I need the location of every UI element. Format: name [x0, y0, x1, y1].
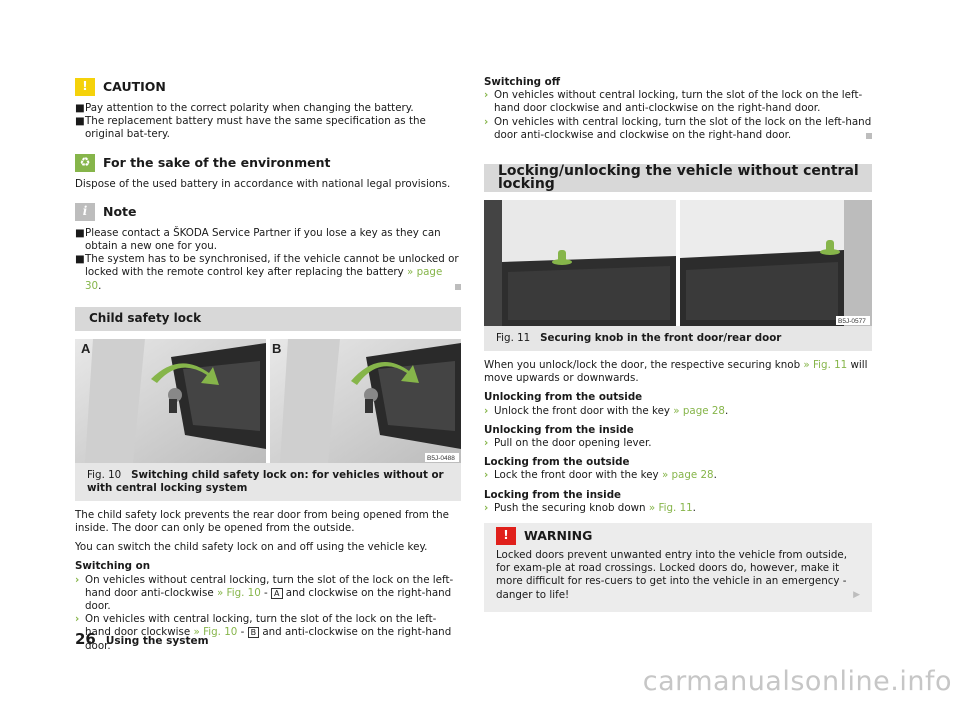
caution-icon: ! — [75, 78, 95, 96]
figure-caption: Fig. 10 Switching child safety lock on: for vehicles without or with central locking system — [75, 463, 461, 501]
page-number: 26 — [75, 630, 96, 648]
subheading: Unlocking from the inside — [484, 423, 634, 436]
section-heading: Child safety lock — [75, 307, 461, 331]
recycle-icon: ♻ — [75, 154, 95, 172]
subheading: Switching on — [75, 560, 151, 573]
paragraph: The child safety lock prevents the rear door from being opened from the inside. The door can only be opened from the outside. — [75, 508, 449, 535]
page-link[interactable]: » page 28 — [661, 469, 714, 482]
note-item: ■ Please contact a ŠKODA Service Partner if you lose a key as they can obtain a new one for you. — [75, 226, 441, 253]
page-link[interactable]: » page 30 — [85, 266, 443, 292]
footer-section-name: Using the system — [105, 635, 209, 647]
figure-label-a: A — [81, 340, 91, 356]
environment-notice — [75, 154, 461, 191]
left-column — [75, 78, 461, 653]
page-link[interactable]: » page 28 — [673, 404, 725, 417]
figure-caption: Fig. 11 Securing knob in the front door/rear door — [484, 326, 872, 351]
page-footer — [75, 630, 209, 648]
environment-text: Dispose of the used battery in accordance with national legal provisions. — [75, 177, 451, 190]
instruction-step: › On vehicles without central locking, turn the slot of the lock on the left-hand door clockwise and anti-clockwise on the right-hand door. — [484, 89, 863, 115]
warning-notice — [484, 523, 872, 612]
figure-code: B5J-0577 — [838, 318, 866, 326]
subheading: Locking from the inside — [484, 488, 622, 501]
continue-icon: ▶ — [853, 589, 860, 600]
instruction-step: › On vehicles with central locking, turn the slot of the lock on the left-hand door clockwise » Fig. 10 - B and anti-clockwise on the right-hand door. — [75, 613, 452, 652]
environment-title: For the sake of the environment — [103, 155, 331, 170]
door-knob-illustration — [484, 200, 872, 326]
instruction-step: › On vehicles with central locking, turn the slot of the lock on the left-hand door anti-clockwise and clockwise on the right-hand door. — [484, 115, 872, 141]
instruction-step: › Push the securing knob down » Fig. 11. — [484, 501, 696, 514]
section-end-icon — [866, 133, 872, 139]
step-group — [484, 424, 872, 450]
warning-text: Locked doors prevent unwanted entry into the vehicle from outside, for exam-ple at road crossings. Locked doors do, however, make it more difficult for res-cuers to get into the vehicle in an emergency - danger to life! ▶ — [496, 549, 860, 601]
step-group — [484, 489, 872, 515]
instruction-step: › Lock the front door with the key » page 28. — [484, 469, 717, 482]
right-column — [484, 76, 872, 612]
instruction-step: › Unlock the front door with the key » page 28. — [484, 404, 729, 417]
caution-notice — [75, 78, 461, 142]
instruction-step: › Pull on the door opening lever. — [484, 437, 652, 450]
paragraph: When you unlock/lock the door, the respective securing knob » Fig. 11 will move upwards or downwards. — [484, 359, 868, 385]
step-group — [484, 456, 872, 482]
note-title: Note — [103, 204, 137, 220]
section-heading: Locking/unlocking the vehicle without central locking — [484, 164, 872, 192]
note-item: ■ The system has to be synchronised, if the vehicle cannot be unlocked or locked with the remote control key after replacing the battery » page 30. — [75, 253, 461, 293]
subheading: Switching off — [484, 76, 561, 88]
key-label: A — [271, 588, 282, 599]
instruction-step: › On vehicles without central locking, turn the slot of the lock on the left-hand door anti-clockwise » Fig. 10 - A and clockwise on the right-hand door. — [75, 573, 454, 613]
figure-label-b: B — [272, 340, 282, 356]
section-end-icon — [455, 284, 461, 290]
note-notice — [75, 203, 461, 293]
figure-link[interactable]: » Fig. 11 — [648, 501, 693, 514]
paragraph: You can switch the child safety lock on and off using the vehicle key. — [75, 541, 428, 554]
figure-10 — [75, 339, 461, 463]
figure-code: B5J-0488 — [427, 454, 455, 462]
step-group — [484, 391, 872, 417]
warning-icon: ! — [496, 527, 516, 545]
figure-link[interactable]: » Fig. 10 — [193, 626, 238, 639]
child-lock-illustration — [75, 339, 461, 463]
caution-title: CAUTION — [103, 79, 166, 95]
figure-link[interactable]: » Fig. 10 — [216, 586, 261, 599]
watermark-text: carmanualsonline.info — [642, 666, 952, 697]
subheading: Locking from the outside — [484, 456, 630, 469]
info-icon: i — [75, 203, 95, 221]
caution-item: ■ The replacement battery must have the same specification as the original bat-tery. — [75, 115, 426, 141]
key-label: B — [248, 627, 260, 638]
warning-title: WARNING — [524, 528, 593, 544]
figure-link[interactable]: » Fig. 11 — [803, 359, 848, 372]
caution-item: ■ Pay attention to the correct polarity when changing the battery. — [75, 102, 414, 114]
figure-11 — [484, 200, 872, 326]
subheading: Unlocking from the outside — [484, 391, 643, 404]
